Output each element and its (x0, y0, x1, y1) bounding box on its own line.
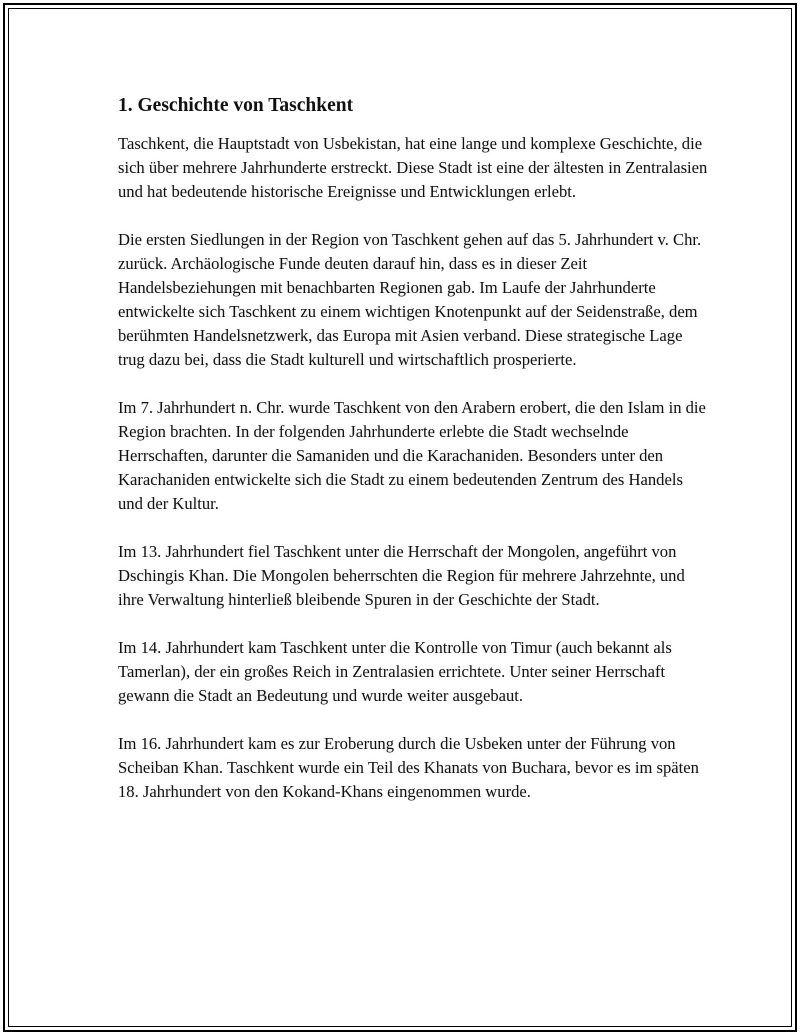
paragraph-mongols: Im 13. Jahrhundert fiel Taschkent unter die Herrschaft der Mongolen, angeführt von Dschingis Khan. Die Mongolen beherrschten die Region für mehrere Jahrzehnte, und ihre Verwaltung hinterließ bleibende Spuren in der Geschichte der Stadt. (118, 542, 685, 609)
paragraph-timur: Im 14. Jahrhundert kam Taschkent unter die Kontrolle von Timur (auch bekannt als Tamerlan), der ein großes Reich in Zentralasien errichtete. Unter seiner Herrschaft gewann die Stadt an Bedeutung und wurde weiter ausgebaut. (118, 638, 672, 705)
paragraph-uzbeks: Im 16. Jahrhundert kam es zur Eroberung durch die Usbeken unter der Führung von Scheiban Khan. Taschkent wurde ein Teil des Khanats von Buchara, bevor es im späten 18. Jahrhundert von den Kokand-Khans eingenommen wurde. (118, 734, 699, 801)
section-heading: 1. Geschichte von Taschkent (118, 95, 354, 116)
paragraph-early-settlements: Die ersten Siedlungen in der Region von Taschkent gehen auf das 5. Jahrhundert v. Chr. zurück. Archäologische Funde deuten darauf hin, dass es in dieser Zeit Handelsbeziehungen mit benachbarten Regionen gab. Im Laufe der Jahrhunderte entwickelte sich Taschkent zu einem wichtigen Knotenpunkt auf der Seidenstraße, dem berühmten Handelsnetzwerk, das Europa mit Asien verband. Diese strategische Lage trug dazu bei, dass die Stadt kulturell und wirtschaftlich prosperierte. (118, 230, 702, 369)
paragraph-intro: Taschkent, die Hauptstadt von Usbekistan, hat eine lange und komplexe Geschichte, die sich über mehrere Jahrhunderte erstreckt. Diese Stadt ist eine der ältesten in Zentralasien und hat bedeutende historische Ereignisse und Entwicklungen erlebt. (118, 134, 708, 201)
paragraph-arab-conquest: Im 7. Jahrhundert n. Chr. wurde Taschkent von den Arabern erobert, die den Islam in die Region brachten. In der folgenden Jahrhunderte erlebte die Stadt wechselnde Herrschaften, darunter die Samaniden und die Karachaniden. Besonders unter den Karachaniden entwickelte sich die Stadt zu einem bedeutenden Zentrum des Handels und der Kultur. (118, 398, 706, 513)
document-body (118, 92, 708, 828)
